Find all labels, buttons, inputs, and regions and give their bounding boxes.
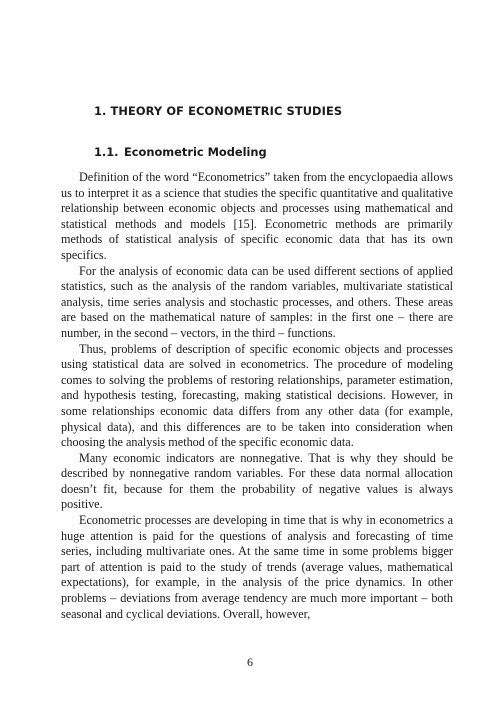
chapter-title: 1. THEORY OF ECONOMETRIC STUDIES [94,104,343,118]
section-heading [94,145,267,159]
paragraph: Thus, problems of description of specific economic objects and processes using statistical data are solved in econometrics. The procedure of modeling comes to solving the problems of restoring relationships, parameter estimation, and hypothesis testing, forecasting, making statistical decisions. However, in some relationships economic data differs from any other data (for example, physical data), and this differences are to be taken into consideration when choosing the analysis method of the specific economic data. [61,341,453,450]
paragraph: For the analysis of economic data can be used different sections of applied statistics, such as the analysis of the random variables, multivariate statistical analysis, time series analysis and stochastic processes, and others. These areas are based on the mathematical nature of samples: in the first one – there are number, in the second – vectors, in the third – functions. [61,263,453,340]
paragraph: Econometric processes are developing in time that is why in econometrics a huge attention is paid for the questions of analysis and forecasting of time series, including multivariate ones. At the same time in some problems bigger part of attention is paid to the study of trends (average values, mathematical expectations), for example, in the analysis of the price dynamics. In other problems – deviations from average tendency are much more important – both seasonal and cyclical deviations. Overall, however, [61,513,453,621]
body-text [61,170,453,622]
paragraph: Definition of the word “Econometrics” taken from the encyclopaedia allows us to interpret it as a science that studies the specific quantitative and qualitative relationship between economic objects and processes using mathematical and statistical methods and models [15]. Econometric methods are primarily methods of statistical analysis of specific economic data that has its own specifics. [61,170,453,262]
paragraph: Many economic indicators are nonnegative. That is why they should be described by nonnegative random variables. For these data normal allocation doesn’t fit, because for them the probability of negative values is always positive. [61,450,453,512]
section-number: 1.1. [94,145,119,159]
section-title: Econometric Modeling [124,145,267,159]
page-number: 6 [247,655,253,669]
